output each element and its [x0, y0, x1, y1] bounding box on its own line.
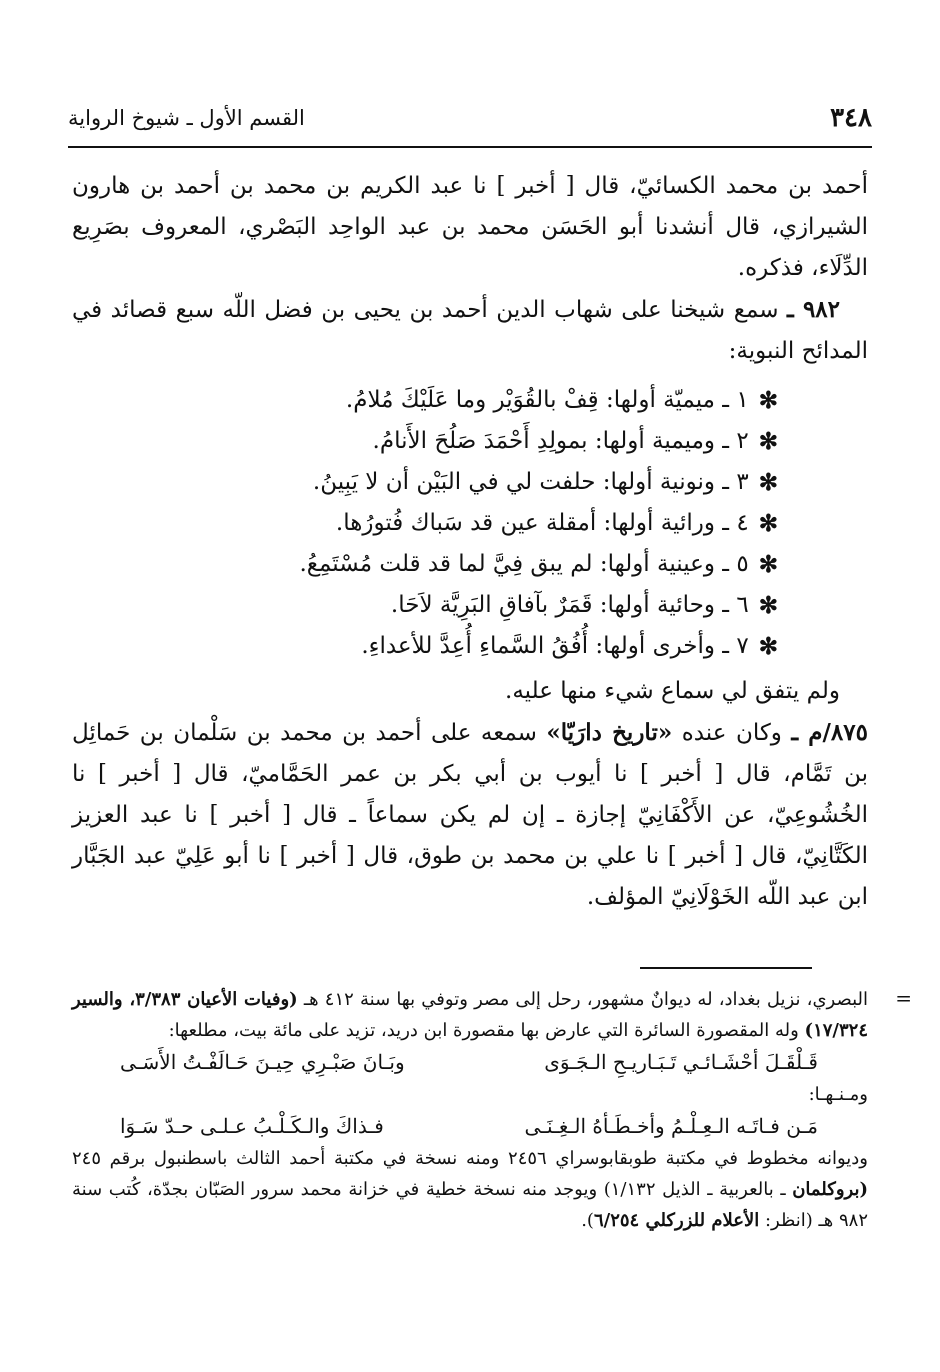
- poem-item: [72, 380, 778, 421]
- poem-text: ٦ ـ وحائية أولها: قَمَرٌ بآفاقِ البَرِيَّة لاَحَا.: [390, 592, 749, 618]
- entry-number: ٩٨٢ ـ: [787, 296, 841, 323]
- poem-text: ٥ ـ وعينية أولها: لم يبق فِيَّ لما قد قلت مُسْتَمِعُ.: [299, 551, 749, 577]
- footnote: [72, 984, 868, 1236]
- star-icon: ✻: [758, 387, 778, 414]
- footnote-continuation-mark: =: [895, 986, 912, 1010]
- poem-text: ١ ـ ميميّة أولها: قِفْ بالقُوَيْر وما عَلَيْكَ مُلامُ.: [345, 387, 749, 413]
- paragraph-continuation: أحمد بن محمد الكسائيّ، قال [ أخبر ] نا عبد الكريم بن محمد بن أحمد بن هارون الشيرازي، قال أنشدنا أبو الحَسَن محمد بن عبد الواحِد البَصْري، المعروف بصَرِيع الدِّلَاء، فذكره.: [72, 173, 868, 281]
- page-number: ٣٤٨: [830, 103, 872, 133]
- star-icon: ✻: [758, 551, 778, 578]
- verse-hemistich: قَـلْقَـلَ أحْشَـائـي تَـبَـاريـحِ الـجَـوَى: [544, 1050, 818, 1074]
- footnote-text: وله المقصورة السائرة التي عارض بها مقصورة ابن دريد، تزيد على مائة بيت، مطلعها:: [168, 1020, 799, 1041]
- entry-982: [72, 289, 868, 372]
- star-icon: ✻: [758, 633, 778, 660]
- entry-text: سمع شيخنا على شهاب الدين أحمد بن يحيى بن فضل اللّه سبع قصائد في المدائح النبوية:: [72, 297, 868, 364]
- footnote-line: [72, 1143, 868, 1236]
- footnote-separator: [640, 967, 812, 969]
- poem-item: [72, 544, 778, 585]
- footnote-citation: (وفيات الأعيان ٣/٣٨٣، والسير ١٧/٣٢٤): [72, 989, 868, 1041]
- poem-text: ٣ ـ ونونية أولها: حلفت لي في البَيْن أن لا يَبِينُ.: [312, 469, 749, 495]
- entry-pre: وكان عنده: [681, 720, 782, 746]
- poem-item: [72, 626, 778, 667]
- poem-item: [72, 421, 778, 462]
- star-icon: ✻: [758, 469, 778, 496]
- star-icon: ✻: [758, 510, 778, 537]
- footnote-text: وديوانه مخطوط في مكتبة طوبقابوسراي ٢٤٥٦ ومنه نسخة في مكتبة أحمد الثالث باسطنبول برقم ٢٤٥: [72, 1148, 868, 1169]
- after-poems-note: ولم يتفق لي سماع شيء منها عليه.: [505, 678, 840, 704]
- poem-list: [72, 380, 868, 667]
- poem-item: [72, 503, 778, 544]
- poem-text: ٧ ـ وأخرى أولها: أُفُقُ السَّماءِ أُعِدَّ للأعداءِ.: [361, 633, 749, 659]
- footnote-text: البصري، نزيل بغداد، له ديوانٌ مشهور، رحل إلى مصر وتوفي بها سنة ٤١٢ هـ: [303, 989, 868, 1010]
- poem-text: ٤ ـ ورائية أولها: أمقلة عين قد سَباك فُتورُها.: [335, 510, 749, 536]
- verse-hemistich: فـذاكَ والـكَـلْـبُ عـلـى حـدّ سَـوَا: [120, 1114, 384, 1138]
- entry-number: ٨٧٥/م ـ: [791, 719, 868, 746]
- footnote-text: ـ بالعربية ـ الذيل ١/١٣٢) ويوجد منه نسخة خطية في خزانة محمد سرور الصَبّان بجدّة، كُتب سنة ٩٨٢ هـ (انظر:: [72, 1179, 868, 1231]
- verse-line: [72, 1110, 868, 1143]
- footnote-minha: ومـنـهـا:: [808, 1084, 868, 1105]
- poem-item: [72, 462, 778, 503]
- footnote-line: [72, 984, 868, 1046]
- footnote-citation: الأعلام للزركلي ٦/٢٥٤: [593, 1210, 760, 1231]
- page-header: [68, 94, 872, 142]
- star-icon: ✻: [758, 592, 778, 619]
- entry-875: [72, 712, 868, 918]
- entry-text: سمعه على أحمد بن محمد بن سَلْمان بن حَمائِل بن تَمَّام، قال [ أخبر ] نا أيوب بن أبي بكر بن عمر الحَمَّاميّ، قال [ أخبر ] نا الخُشُوعِيّ، عن الأَكْفَانِيّ إجازة ـ إن لم يكن سماعاً ـ قال [ أخبر ] نا عبد العزيز الكَتَّانِيّ، قال [ أخبر ] نا علي بن محمد بن طوق، قال [ أخبر ] نا أبو عَلِيّ عبد الجَبَّار ابن عبد اللّه الخَوْلَانِيّ المؤلف.: [72, 720, 868, 910]
- footnote-citation: (بروكلمان: [792, 1179, 868, 1200]
- verse-hemistich: وبَـانَ صَبْـرِي حِيـنَ حَـالَفْـتُ الأَسَـى: [120, 1050, 405, 1074]
- header-rule: [68, 146, 872, 148]
- book-title: «تاريخ دارَيّا»: [546, 719, 673, 746]
- running-title: القسم الأول ـ شيوخ الرواية: [68, 106, 305, 130]
- main-text: [72, 166, 868, 918]
- poem-text: ٢ ـ وميمية أولها: بمولِدِ أَحْمَدَ صَلُحَ الأَنامُ.: [372, 428, 749, 454]
- poem-item: [72, 585, 778, 626]
- verse-line: [72, 1046, 868, 1079]
- star-icon: ✻: [758, 428, 778, 455]
- verse-hemistich: مَـن فـاتَـه الـعِـلْـمُ وأخـطَـأهُ الـغِـنَـى: [524, 1114, 818, 1138]
- footnote-text: ).: [581, 1210, 594, 1231]
